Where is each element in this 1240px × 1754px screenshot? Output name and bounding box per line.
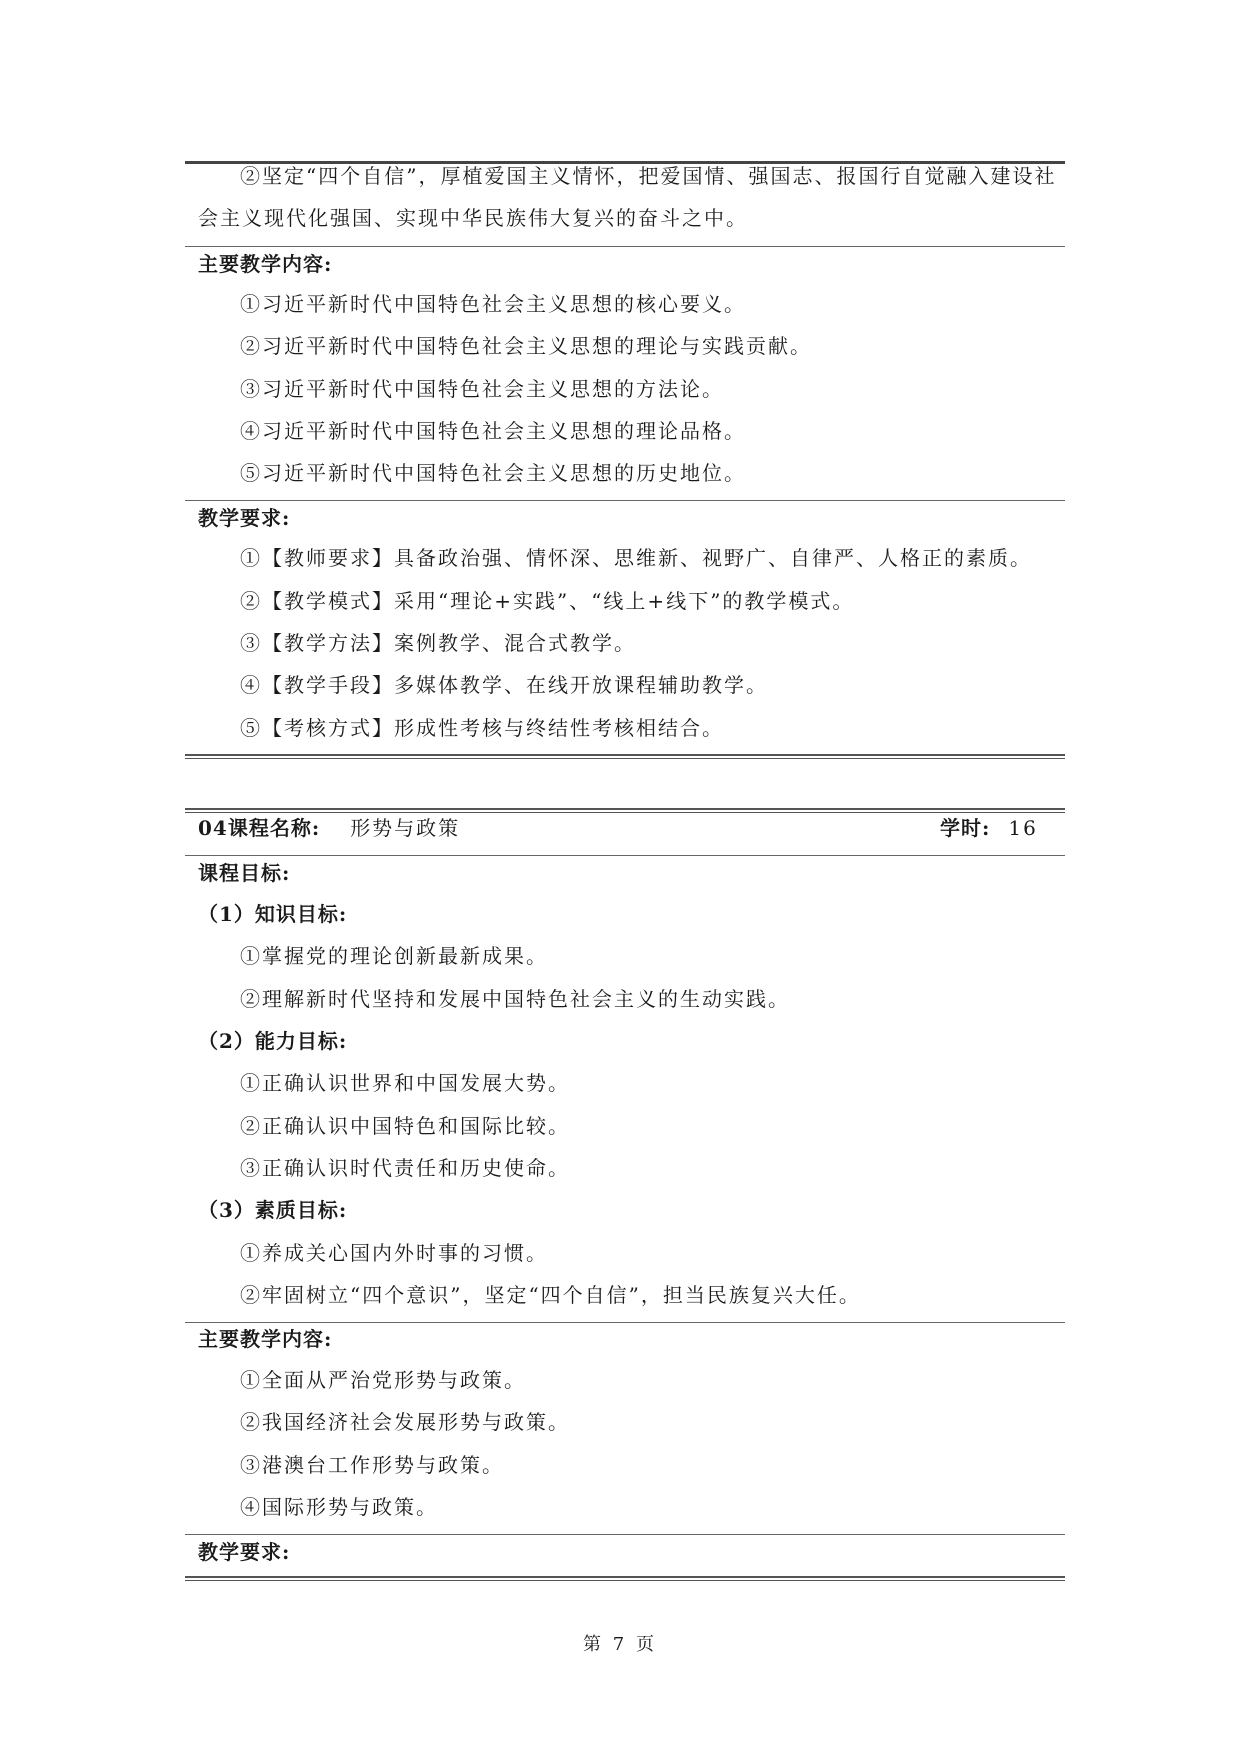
ability-item-1: ①正确认识世界和中国发展大势。	[240, 1071, 570, 1095]
table-bottom-rule	[185, 1576, 1065, 1581]
content-item-3: ③习近平新时代中国特色社会主义思想的方法论。	[240, 377, 724, 401]
knowledge-heading: （1）知识目标:	[198, 902, 348, 926]
row-divider	[185, 1534, 1065, 1535]
content-heading: 主要教学内容:	[198, 1327, 333, 1351]
quality-item-1: ①养成关心国内外时事的习惯。	[240, 1241, 548, 1265]
quality-item-2: ②牢固树立“四个意识”，坚定“四个自信”，担当民族复兴大任。	[240, 1283, 861, 1307]
requirement-item-3: ③【教学方法】案例教学、混合式教学。	[240, 631, 636, 655]
requirements-heading: 教学要求:	[198, 506, 291, 530]
requirements-heading: 教学要求:	[198, 1540, 291, 1564]
content-item-1: ①习近平新时代中国特色社会主义思想的核心要义。	[240, 292, 746, 316]
ability-heading: （2）能力目标:	[198, 1029, 348, 1053]
requirement-item-2: ②【教学模式】采用“理论+实践”、“线上+线下”的教学模式。	[240, 589, 855, 613]
row-divider	[185, 1322, 1065, 1323]
knowledge-item-1: ①掌握党的理论创新最新成果。	[240, 944, 548, 968]
content-item-5: ⑤习近平新时代中国特色社会主义思想的历史地位。	[240, 461, 746, 485]
requirement-item-1: ①【教师要求】具备政治强、情怀深、思维新、视野广、自律严、人格正的素质。	[240, 546, 1032, 570]
content-item-3: ③港澳台工作形势与政策。	[240, 1453, 504, 1477]
row-divider	[185, 500, 1065, 501]
table-bottom-rule	[185, 754, 1065, 759]
content-item-4: ④国际形势与政策。	[240, 1495, 438, 1519]
goals-heading: 课程目标:	[198, 861, 291, 885]
table-top-rule	[185, 808, 1065, 813]
row-divider	[185, 855, 1065, 856]
quality-goal-2-line2: 会主义现代化强国、实现中华民族伟大复兴的奋斗之中。	[198, 206, 748, 230]
course-name-value: 形势与政策	[350, 816, 461, 840]
ability-item-3: ③正确认识时代责任和历史使命。	[240, 1156, 570, 1180]
row-divider	[185, 246, 1065, 247]
requirement-item-4: ④【教学手段】多媒体教学、在线开放课程辅助教学。	[240, 673, 768, 697]
quality-heading: （3）素质目标:	[198, 1198, 348, 1222]
quality-goal-2-line1: ②坚定“四个自信”，厚植爱国主义情怀，把爱国情、强国志、报国行自觉融入建设社	[240, 164, 1057, 188]
course-hours	[940, 814, 1038, 842]
content-item-4: ④习近平新时代中国特色社会主义思想的理论品格。	[240, 419, 746, 443]
course-name-row	[198, 814, 460, 842]
course-hours-value: 16	[1008, 816, 1038, 840]
ability-item-2: ②正确认识中国特色和国际比较。	[240, 1114, 570, 1138]
content-item-2: ②我国经济社会发展形势与政策。	[240, 1410, 570, 1434]
content-heading: 主要教学内容:	[198, 252, 333, 276]
page-number: 第 7 页	[583, 1634, 657, 1655]
knowledge-item-2: ②理解新时代坚持和发展中国特色社会主义的生动实践。	[240, 987, 790, 1011]
requirement-item-5: ⑤【考核方式】形成性考核与终结性考核相结合。	[240, 716, 724, 740]
course-name-label: 04课程名称:	[198, 816, 321, 840]
content-item-2: ②习近平新时代中国特色社会主义思想的理论与实践贡献。	[240, 334, 812, 358]
content-item-1: ①全面从严治党形势与政策。	[240, 1368, 526, 1392]
course-hours-label: 学时:	[940, 816, 991, 840]
